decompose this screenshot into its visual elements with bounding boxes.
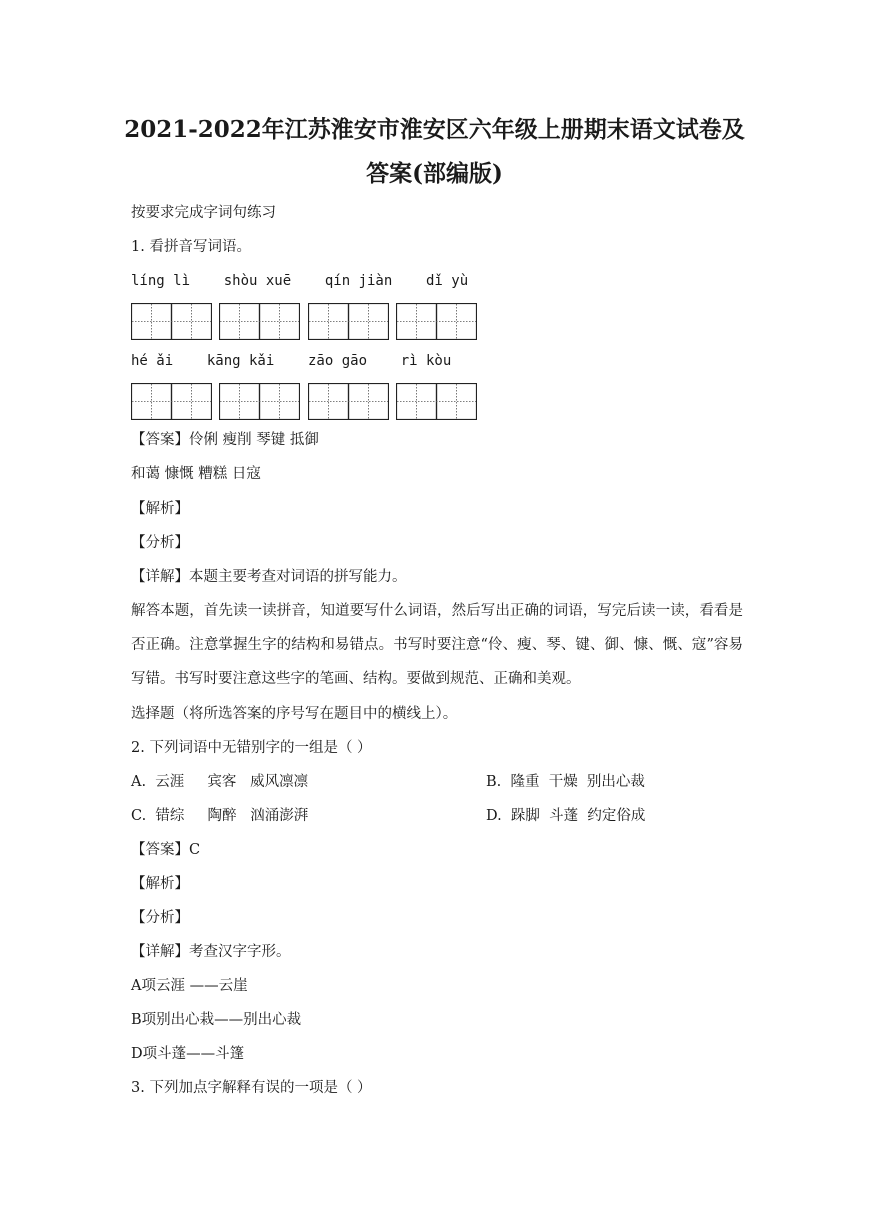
q2-fenxi: 【分析】 <box>131 910 189 926</box>
q1-answer-line2: 和蔼 慷慨 糟糕 日寇 <box>131 466 261 482</box>
q1-pinyin-row2: hé ǎi kāng kǎi zāo gāo rì kòu <box>131 353 452 369</box>
q1-pinyin-row1: líng lì shòu xuē qín jiàn dǐ yù <box>131 273 469 289</box>
doc-title-line2: 答案(部编版) <box>366 160 503 187</box>
q2-note-d: D项斗蓬——斗篷 <box>131 1046 245 1062</box>
q1-fenxi: 【分析】 <box>131 535 189 551</box>
q2-option-b: B. 隆重 干燥 别出心裁 <box>486 774 645 790</box>
section-heading-1: 按要求完成字词句练习 <box>131 205 276 221</box>
writing-box <box>131 383 211 419</box>
q1-detail: 【详解】本题主要考查对词语的拼写能力。 <box>131 569 407 585</box>
q2-option-d: D. 跺脚 斗蓬 约定俗成 <box>486 808 646 824</box>
q1-answer-line1: 【答案】伶俐 瘦削 琴键 抵御 <box>131 432 319 448</box>
section-heading-2: 选择题（将所选答案的序号写在题目中的横线上）。 <box>131 706 458 722</box>
q1-jiexi: 【解析】 <box>131 501 189 517</box>
writing-box <box>308 383 388 419</box>
writing-box <box>308 303 388 339</box>
q2-jiexi: 【解析】 <box>131 876 189 892</box>
writing-box <box>396 303 476 339</box>
q2-option-a: A. 云涯 宾客 威风凛凛 <box>131 774 309 790</box>
writing-box <box>219 303 299 339</box>
q1-stem: 1. 看拼音写词语。 <box>131 239 251 255</box>
q2-note-b: B项别出心栽——别出心裁 <box>131 1012 302 1028</box>
q3-stem: 3. 下列加点字解释有误的一项是（ ） <box>131 1080 372 1096</box>
q2-option-c: C. 错综 陶醉 汹涌澎湃 <box>131 808 309 824</box>
q2-answer: 【答案】C <box>131 842 201 858</box>
writing-box <box>131 303 211 339</box>
q2-detail: 【详解】考查汉字字形。 <box>131 944 291 960</box>
doc-title-line1: 2021-2022年江苏淮安市淮安区六年级上册期末语文试卷及 <box>124 116 745 143</box>
q2-note-a: A项云涯 ——云崖 <box>131 978 248 994</box>
q1-explanation: 解答本题，首先读一读拼音，知道要写什么词语，然后写出正确的词语，写完后读一读，看看是否正确。注意掌握生字的结构和易错点。书写时要注意“伶、瘦、琴、键、御、慷、慨、寇”容易写错。书写时要注意这些字的笔画、结构。要做到规范、正确和美观。 <box>131 603 743 687</box>
q2-stem: 2. 下列词语中无错别字的一组是（ ） <box>131 740 372 756</box>
writing-box <box>396 383 476 419</box>
writing-box <box>219 383 299 419</box>
